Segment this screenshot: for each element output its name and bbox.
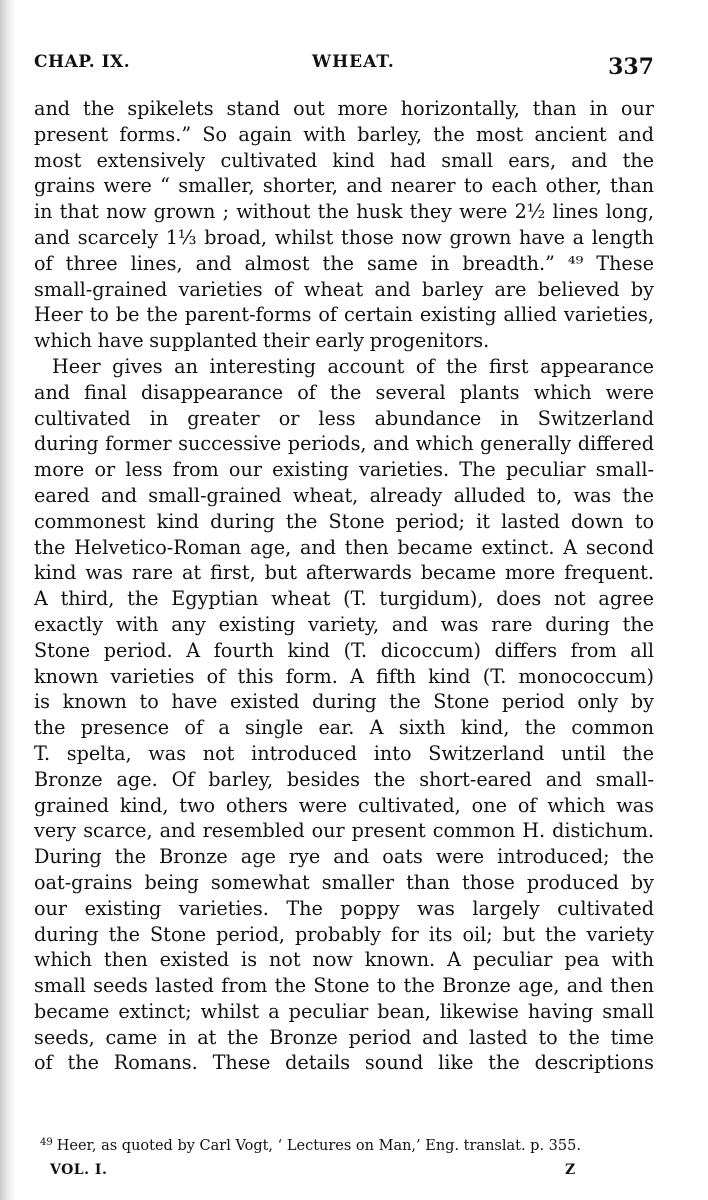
text-line: present forms.” So again with barley, the most ancient and [34, 122, 654, 146]
text-line: seeds, came in at the Bronze period and lasted to the time [34, 1025, 654, 1049]
text-line: became extinct; whilst a peculiar bean, likewise having small [34, 999, 654, 1023]
text-line: grained kind, two others were cultivated, one of which was [34, 793, 654, 817]
gathering-signature: Z [565, 1162, 576, 1178]
text-line: the presence of a single ear. A sixth kind, the common [34, 716, 654, 740]
text-line: and scarcely 1⅓ broad, whilst those now grown have a length [34, 225, 654, 249]
body-text [34, 96, 654, 1076]
text-line: and the spikelets stand out more horizontally, than in our [34, 97, 654, 120]
text-line: grains were “ smaller, shorter, and nearer to each other, than [34, 174, 654, 198]
volume-signature: VOL. I. [50, 1162, 108, 1178]
footnote [40, 1133, 654, 1156]
text-line: T. spelta, was not introduced into Switzerland until the [34, 741, 654, 765]
text-line: of the Romans. These details sound like the descriptions [34, 1051, 654, 1075]
text-line: commonest kind during the Stone period; it lasted down to [34, 509, 654, 533]
text-line: exactly with any existing variety, and was rare during the [34, 612, 654, 636]
text-line: most extensively cultivated kind had small ears, and the [34, 148, 654, 172]
footnote-text: Heer, as quoted by Carl Vogt, ‘ Lectures on Man,’ Eng. translat. p. 355. [56, 1138, 581, 1154]
text-line: our existing varieties. The poppy was largely cultivated [34, 896, 654, 920]
page-gutter-shadow [0, 0, 16, 1200]
text-line: which then existed is not now known. A peculiar pea with [34, 948, 654, 972]
text-line: Bronze age. Of barley, besides the short-eared and small- [34, 767, 654, 791]
chapter-label: CHAP. IX. [34, 52, 131, 72]
text-line: known varieties of this form. A fifth kind (T. monococcum) [34, 664, 654, 688]
text-line: the Helvetico-Roman age, and then became extinct. A second [34, 535, 654, 559]
text-line: small-grained varieties of wheat and barley are believed by [34, 277, 654, 301]
text-line: during former successive periods, and which generally differed [34, 432, 654, 456]
text-line: is known to have existed during the Stone period only by [34, 690, 654, 714]
text-line: in that now grown ; without the husk they were 2½ lines long, [34, 200, 654, 224]
text-line: cultivated in greater or less abundance in Switzerland [34, 406, 654, 430]
text-line: During the Bronze age rye and oats were introduced; the [34, 845, 654, 869]
text-line: Heer to be the parent-forms of certain existing allied varieties, [34, 303, 654, 327]
footnote-marker: 49 [40, 1137, 53, 1148]
text-line: during the Stone period, probably for its oil; but the variety [34, 922, 654, 946]
text-line: very scarce, and resembled our present common H. distichum. [34, 819, 654, 843]
text-line: of three lines, and almost the same in breadth.” ⁴⁹ These [34, 251, 654, 275]
text-line: and final disappearance of the several plants which were [34, 380, 654, 404]
text-line: kind was rare at first, but afterwards became more frequent. [34, 561, 654, 585]
text-line: A third, the Egyptian wheat (T. turgidum), does not agree [34, 587, 654, 611]
text-line: eared and small-grained wheat, already alluded to, was the [34, 483, 654, 507]
running-head [34, 48, 654, 78]
text-line: oat-grains being somewhat smaller than those produced by [34, 870, 654, 894]
text-line: small seeds lasted from the Stone to the Bronze age, and then [34, 974, 654, 998]
text-line: Stone period. A fourth kind (T. dicoccum) differs from all [34, 638, 654, 662]
page-number: 337 [608, 54, 654, 80]
section-title: WHEAT. [312, 52, 395, 72]
text-line: more or less from our existing varieties. The peculiar small- [34, 458, 654, 482]
text-line: which have supplanted their early progenitors. [34, 329, 490, 353]
paragraph-start-line: Heer gives an interesting account of the first appearance [52, 354, 654, 378]
